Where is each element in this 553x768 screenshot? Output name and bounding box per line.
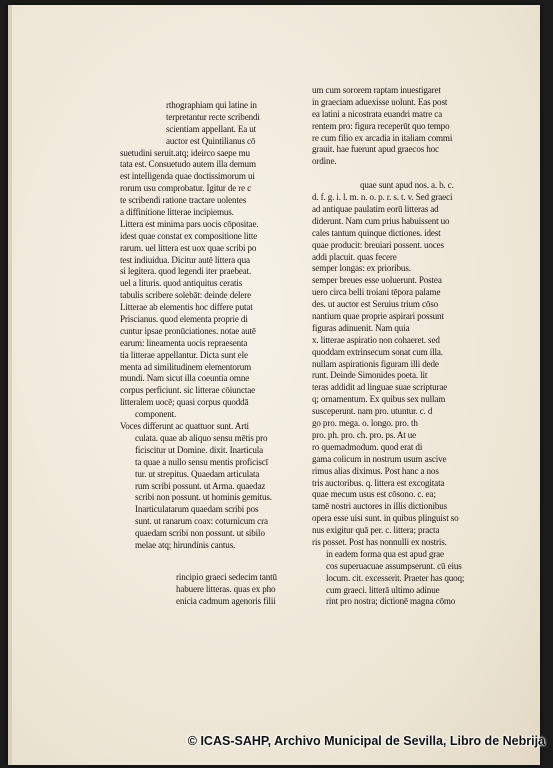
paragraph-gap [120, 552, 295, 572]
text-line: auctor est Quintilianus cō [166, 135, 256, 146]
text-line: in eadem forma qua est apud grae [326, 548, 444, 559]
text-line: mundi. Nam sicut illa coeuntia omne [120, 373, 250, 384]
text-line: tris auctoribus. q. littera est excogitata [312, 477, 445, 488]
text-line: habuere litteras. quas ex pho [176, 583, 276, 594]
text-line: nullam aspirationis figuram illi dede [312, 358, 439, 369]
text-line: in graeciam aduexisse uolunt. Eas post [312, 96, 448, 107]
text-line: tamē nostri auctores in illis dictionibus [312, 501, 448, 512]
text-line: ro quemadmodum. quod erat di [312, 441, 423, 452]
text-line: ad antiquae paulatim eorū litteras ad [312, 204, 439, 215]
text-line: cum graeci. litterā ultimo adinue [326, 584, 440, 595]
text-line: test indiuidua. Dicitur autē littera qua [120, 254, 250, 265]
text-line: q; ornamentum. Ex quibus sex nullam [312, 394, 446, 405]
text-line: est intelligenda quae doctissimorum ui [120, 171, 255, 182]
text-line: quae sunt apud nos. a. b. c. [360, 180, 454, 191]
left-column-block-2 [120, 572, 295, 608]
text-line: scientiam appellant. Ea ut [166, 123, 257, 134]
text-line: ordine. [312, 156, 337, 167]
text-line: rimus alias diximus. Post hanc a nos [312, 465, 439, 476]
text-line: quae producit: breuiari possent. uoces [312, 239, 444, 250]
text-line: gama colicum in nostrum usum ascive [312, 453, 447, 464]
text-line: opera esse uisi sunt. in quibus plinguist so [312, 513, 459, 524]
right-column-block-1 [312, 85, 482, 168]
text-line: ficiscitur ut Domine. dixit. Inarticula [135, 444, 263, 455]
text-line: cales tantum quinque dictiones. idest [312, 227, 441, 238]
page-binding-edge [8, 5, 12, 765]
left-text-column [120, 100, 295, 608]
text-line: te scribendi ratione tractare uolentes [120, 195, 247, 206]
text-line: semper longas: ex prioribus. [312, 263, 411, 274]
text-line: suetudini seruit.atq; ideirco saepe mu [120, 147, 250, 158]
text-line: cos superuacuae assumpserunt. cū eius [326, 560, 462, 571]
text-line: component. [135, 409, 177, 420]
text-line: rentem pro: figura receperūt quo tempo [312, 120, 450, 131]
text-line: enicia cadmum agenoris filii [176, 595, 276, 606]
text-line: ta quae a nullo sensu mentis proficiscī [135, 456, 269, 467]
text-line: d. f. g. i. l. m. n. o. p. r. s. t. v. Sed graeci [312, 192, 453, 203]
text-line: idest quae constat ex compositione litte [120, 230, 258, 241]
text-line: quae mecum usus est cōsono. c. ea; [312, 489, 436, 500]
right-column-block-2 [312, 180, 482, 608]
text-line: Priscianus. quod elementa proprie di [120, 314, 248, 325]
text-line: si legitera. quod legendi iter praebeat. [120, 266, 252, 277]
text-line: Litterae ab elementis hoc differe putat [120, 302, 253, 313]
text-line: Littera est minima pars uocis cōpositae. [120, 218, 259, 229]
right-text-column [312, 85, 482, 608]
text-line: sunt. ut ranarum coax: coturnicum cra [135, 516, 268, 527]
text-line: scribi non possunt. ut hominis gemitus. [135, 492, 272, 503]
text-line: a diffinitione litterae incipiemus. [120, 207, 234, 218]
text-line: x. litterae aspiratio non cohaeret. sed [312, 334, 440, 345]
text-line: cuntur ipsae pronūciationes. notae autē [120, 325, 256, 336]
text-line: menta ad similitudinem elementorum [120, 361, 252, 372]
text-line: tia litterae appellantur. Dicta sunt ele [120, 349, 248, 360]
text-line: tata est. Consuetudo autem illa demum [120, 159, 256, 170]
text-line: tabulis scribere solebāt: deinde delere [120, 290, 252, 301]
text-line: grauit. hae fuerunt apud graecos hoc [312, 144, 439, 155]
text-line: nantium quae proprie aspirari possunt [312, 311, 444, 322]
text-line: des. ut auctor est Seruius trium cōso [312, 299, 439, 310]
text-line: melae atq; hirundinis cantus. [135, 539, 236, 550]
text-line: Voces differunt ac quattuor sunt. Arti [120, 421, 249, 432]
text-line: locum. cit. excesserit. Praeter has quoq; [326, 572, 465, 583]
text-line: susceperunt. nam pro. utuntur. c. d [312, 406, 433, 417]
text-line: semper breues esse uoluerunt. Postea [312, 275, 442, 286]
text-line: ea latini a nicostrata euandri matre ca [312, 108, 442, 119]
text-line: quoddam extrinsecum sonat cum illa. [312, 346, 443, 357]
copyright-credit: © ICAS-SAHP, Archivo Municipal de Sevilla, Libro de Nebrija [187, 734, 545, 748]
text-line: quaedam scribi non possunt. ut sibilo [135, 528, 265, 539]
text-line: rorum usu comprobatur. Igitur de re c [120, 183, 252, 194]
text-line: uero circa belli troiani tēpora palame [312, 287, 441, 298]
text-line: runt. Deinde Simonides poeta. lit [312, 370, 428, 381]
text-line: um cum sororem raptam inuestigaret [312, 85, 441, 95]
text-line: nus exigitur quā per. c. littera; practa [312, 525, 440, 536]
text-line: addi placuit. quas fecere [312, 251, 397, 262]
text-line: teras addidit ad linguae suae scripturae [312, 382, 448, 393]
text-line: Inarticulatarum quaedam scribi pos [135, 504, 259, 515]
text-line: tur. ut strepitus. Quaedam articulata [135, 468, 260, 479]
text-line: re cum filio ex arcadia in italiam commi [312, 132, 453, 143]
text-line: rincipio graeci sedecim tantū [176, 571, 277, 582]
text-line: litteralem uocē; quasi corpus quoddā [120, 397, 249, 408]
text-line: rint pro nostra; dictionē magna cōmo [326, 596, 456, 607]
text-line: diderunt. Nam cum prius habuissent uo [312, 215, 450, 226]
text-line: culata. quae ab aliquo sensu mētis pro [135, 432, 268, 443]
text-line: rthographiam qui latine in [166, 100, 257, 110]
text-line: rum scribi possunt. ut Arma. quaedaz [135, 480, 266, 491]
text-line: rarum. uel littera est uox quae scribi po [120, 242, 257, 253]
text-line: terpretantur recte scribendi [166, 111, 260, 122]
text-line: corpus perficiunt. sic litterae cōiunctae [120, 385, 255, 396]
text-line: pro. ph. pro. ch. pro. ps. At ue [312, 429, 417, 440]
text-line: figuras adinuenit. Nam quia [312, 322, 410, 333]
paragraph-gap [312, 168, 482, 180]
text-line: ris posset. Post has nonnulli ex nostris. [312, 536, 447, 547]
left-column-block-1 [120, 100, 295, 552]
text-line: earum: lineamenta uocis repraesenta [120, 337, 248, 348]
text-line: go pro. mega. o. longo. pro. th [312, 418, 418, 429]
text-line: uel a lituris. quod antiquitus ceratis [120, 278, 243, 289]
